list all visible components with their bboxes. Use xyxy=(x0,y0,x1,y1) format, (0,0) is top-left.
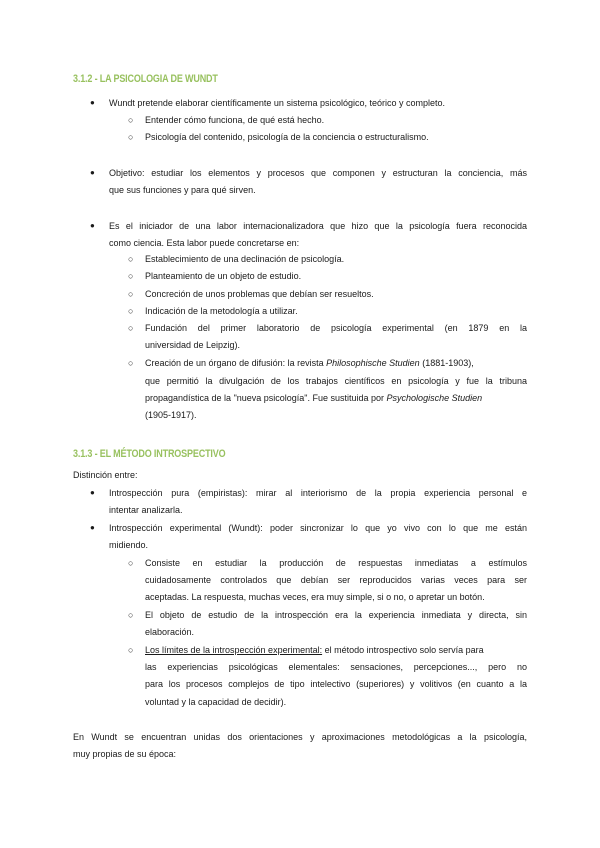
journal-title-philosophische: Philosophische Studien xyxy=(326,358,420,368)
metodo-bullet-1-line-2: intentar analizarla. xyxy=(109,505,183,515)
wundt-sub-f-line-3 xyxy=(145,392,482,404)
sub-bullet-icon: ○ xyxy=(128,358,134,368)
wundt-bullet-2-line-2: que sus funciones y para qué sirven. xyxy=(109,185,256,195)
sub-bullet-icon: ○ xyxy=(128,610,134,620)
metodo-sub-3-line-1-b: el método introspectivo solo servía para xyxy=(322,645,484,655)
bullet-icon: ● xyxy=(90,168,95,177)
sub-bullet-icon: ○ xyxy=(128,306,134,316)
wundt-bullet-1-sub-1: Entender cómo funciona, de qué está hecho. xyxy=(145,115,325,125)
sub-bullet-icon: ○ xyxy=(128,645,134,655)
wundt-sub-d: Indicación de la metodología a utilizar. xyxy=(145,306,298,316)
sub-bullet-icon: ○ xyxy=(128,115,134,125)
wundt-sub-f-line-1 xyxy=(145,357,474,369)
limits-label: Los límites de la introspección experimental: xyxy=(145,645,323,655)
metodo-sub-1-line-2: cuidadosamente controlados que debían ser reproducidos varias veces para ser xyxy=(145,575,527,585)
metodo-bullet-1-line-1: Introspección pura (empiristas): mirar al interiorismo de la propia experiencia personal e xyxy=(109,488,527,498)
metodo-sub-3-line-4: voluntad y la capacidad de decidir). xyxy=(145,697,287,707)
metodo-sub-3-line-1 xyxy=(145,644,484,656)
metodo-bullet-2-line-1: Introspección experimental (Wundt): poder sincronizar lo que yo vivo con lo que me están xyxy=(109,523,527,533)
wundt-sub-a: Establecimiento de una declinación de psicología. xyxy=(145,254,345,264)
wundt-bullet-1-sub-2: Psicología del contenido, psicología de la conciencia o estructuralismo. xyxy=(145,132,429,142)
journal-title-psychologische: Psychologische Studien xyxy=(386,393,483,403)
sub-bullet-icon: ○ xyxy=(128,558,134,568)
bullet-icon: ● xyxy=(90,98,95,107)
wundt-bullet-2-line-1: Objetivo: estudiar los elementos y procesos que componen y estructuran la conciencia, más xyxy=(109,168,527,178)
metodo-sub-1-line-1: Consiste en estudiar la producción de respuestas inmediatas a estímulos xyxy=(145,558,527,568)
wundt-bullet-3-line-2: como ciencia. Esta labor puede concretarse en: xyxy=(109,238,300,248)
metodo-sub-3-line-3: para los procesos complejos de tipo intelectivo (superiores) y volitivos (en cuanto a la xyxy=(145,679,527,689)
wundt-sub-f-line-3-a: propagandística de la "nueva psicología". Fue sustituida por xyxy=(145,393,387,403)
section-heading-wundt: 3.1.2 - LA PSICOLOGIA DE WUNDT xyxy=(73,73,218,85)
bullet-icon: ● xyxy=(90,523,95,532)
wundt-sub-c: Concreción de unos problemas que debían ser resueltos. xyxy=(145,289,374,299)
bullet-icon: ● xyxy=(90,221,95,230)
metodo-sub-2-line-2: elaboración. xyxy=(145,627,195,637)
wundt-sub-e-line-2: universidad de Leipzig). xyxy=(145,340,241,350)
metodo-sub-1-line-3: aceptadas. La respuesta, muchas veces, era muy simple, si o no, o apretar un botón. xyxy=(145,592,485,602)
section-heading-metodo: 3.1.3 - EL MÉTODO INTROSPECTIVO xyxy=(73,448,226,460)
sub-bullet-icon: ○ xyxy=(128,132,134,142)
closing-line-2: muy propias de su época: xyxy=(73,749,177,759)
sub-bullet-icon: ○ xyxy=(128,289,134,299)
wundt-bullet-3-line-1: Es el iniciador de una labor internacionalizadora que hizo que la psicología fuera reconocida xyxy=(109,221,527,231)
metodo-intro: Distinción entre: xyxy=(73,470,138,480)
metodo-sub-2-line-1: El objeto de estudio de la introspección era la experiencia inmediata y directa, sin xyxy=(145,610,527,620)
metodo-bullet-2-line-2: midiendo. xyxy=(109,540,149,550)
wundt-sub-f-line-1-b: (1881-1903), xyxy=(419,358,474,368)
wundt-sub-f-line-1-a: Creación de un órgano de difusión: la revista xyxy=(145,358,327,368)
metodo-sub-3-line-2: las experiencias psicológicas elementales: sensaciones, percepciones..., pero no xyxy=(145,662,527,672)
closing-line-1: En Wundt se encuentran unidas dos orientaciones y aproximaciones metodológicas a la psicología, xyxy=(73,732,527,742)
sub-bullet-icon: ○ xyxy=(128,254,134,264)
wundt-bullet-1: Wundt pretende elaborar científicamente un sistema psicológico, teórico y completo. xyxy=(109,98,446,108)
wundt-sub-e-line-1: Fundación del primer laboratorio de psicología experimental (en 1879 en la xyxy=(145,323,527,333)
wundt-sub-f-line-2: que permitió la divulgación de los trabajos científicos en psicología y fue la tribuna xyxy=(145,376,527,386)
bullet-icon: ● xyxy=(90,488,95,497)
wundt-sub-f-line-4: (1905-1917). xyxy=(145,410,197,420)
sub-bullet-icon: ○ xyxy=(128,323,134,333)
wundt-sub-b: Planteamiento de un objeto de estudio. xyxy=(145,271,302,281)
sub-bullet-icon: ○ xyxy=(128,271,134,281)
